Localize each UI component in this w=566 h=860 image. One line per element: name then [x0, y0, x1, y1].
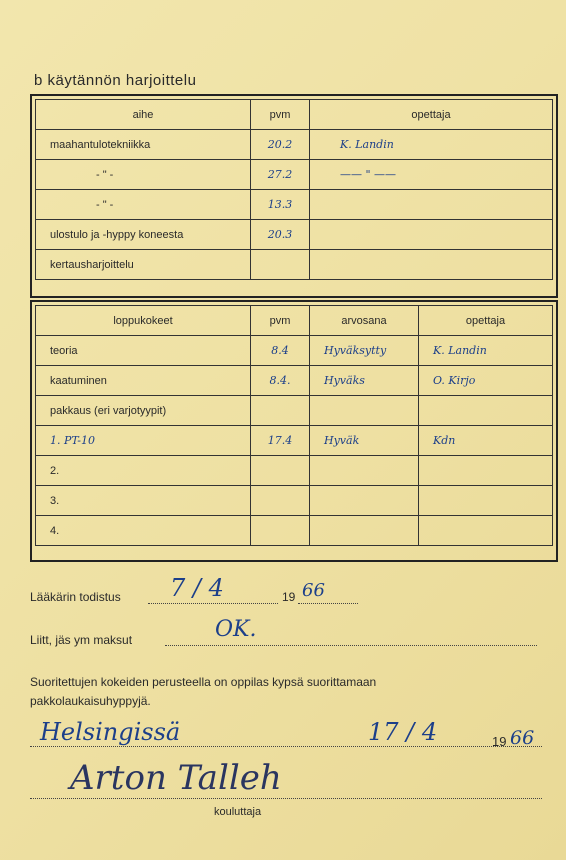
table-row	[36, 190, 553, 220]
cell-opettaja	[310, 250, 553, 280]
cell-pvm: 13.3	[251, 190, 310, 220]
cell-arvosana: Hyväk	[310, 426, 419, 456]
table-row	[36, 456, 553, 486]
table-row	[36, 516, 553, 546]
cell-pvm	[251, 396, 310, 426]
cell-item: 1. PT-10	[36, 426, 251, 456]
cell-pvm: 20.2	[251, 130, 310, 160]
cell-item: pakkaus (eri varjotyypit)	[36, 396, 251, 426]
col-header-aihe: aihe	[36, 100, 251, 130]
cell-pvm: 8.4.	[251, 366, 310, 396]
col-header-loppukokeet: loppukokeet	[36, 306, 251, 336]
cell-opettaja: Kdn	[419, 426, 553, 456]
cell-item: 4.	[36, 516, 251, 546]
table-row	[36, 250, 553, 280]
table2-frame	[30, 300, 558, 562]
fees-value: OK.	[215, 617, 257, 642]
cell-aihe: maahantulotekniikka	[36, 130, 251, 160]
medical-date: 7 / 4	[170, 574, 224, 602]
cell-opettaja	[419, 396, 553, 426]
cell-aihe: - " -	[36, 190, 251, 220]
cell-opettaja: K. Landin	[419, 336, 553, 366]
cell-opettaja: —— " ——	[310, 160, 553, 190]
cell-item: 3.	[36, 486, 251, 516]
table-row	[36, 220, 553, 250]
cell-pvm	[251, 250, 310, 280]
table-row	[36, 366, 553, 396]
table-row	[36, 130, 553, 160]
place-date-dots	[30, 746, 542, 747]
signature-dots	[30, 798, 542, 799]
cell-pvm: 27.2	[251, 160, 310, 190]
cell-arvosana	[310, 396, 419, 426]
table-row	[36, 396, 553, 426]
signing-date: 17 / 4	[368, 718, 438, 746]
cell-opettaja: K. Landin	[310, 130, 553, 160]
table-row	[36, 160, 553, 190]
cell-item: teoria	[36, 336, 251, 366]
fees-dots	[165, 645, 537, 646]
year-suffix: 66	[510, 727, 535, 749]
col-header-pvm: pvm	[251, 306, 310, 336]
cell-aihe: ulostulo ja -hyppy koneesta	[36, 220, 251, 250]
col-header-pvm: pvm	[251, 100, 310, 130]
final-exams-table	[35, 305, 553, 546]
cell-opettaja: O. Kirjo	[419, 366, 553, 396]
cell-opettaja	[310, 190, 553, 220]
table1-frame	[30, 94, 558, 298]
medical-year-dots	[298, 603, 358, 604]
trainer-label: kouluttaja	[214, 806, 262, 818]
cell-pvm: 8.4	[251, 336, 310, 366]
col-header-arvosana: arvosana	[310, 306, 419, 336]
section-title: b käytännön harjoittelu	[34, 72, 197, 89]
training-table	[35, 99, 553, 280]
table-row	[36, 486, 553, 516]
cell-pvm: 17.4	[251, 426, 310, 456]
col-header-opettaja: opettaja	[310, 100, 553, 130]
fees-label: Liitt, jäs ym maksut	[30, 633, 133, 647]
statement: Suoritettujen kokeiden perusteella on oppilas kypsä suorittamaan pakkolaukaisuhyppyjä.	[30, 675, 377, 708]
col-header-opettaja: opettaja	[419, 306, 553, 336]
cell-item: 2.	[36, 456, 251, 486]
cell-pvm: 20.3	[251, 220, 310, 250]
medical-dots	[148, 603, 278, 604]
medical-year-suffix: 66	[302, 580, 325, 601]
cell-aihe: kertausharjoittelu	[36, 250, 251, 280]
cell-item: kaatuminen	[36, 366, 251, 396]
table-row	[36, 336, 553, 366]
medical-label: Lääkärin todistus	[30, 590, 121, 604]
table-row	[36, 426, 553, 456]
place: Helsingissä	[40, 718, 181, 746]
cell-opettaja	[310, 220, 553, 250]
trainer-signature: Arton Talleh	[70, 758, 282, 798]
cell-aihe: - " -	[36, 160, 251, 190]
year-prefix: 19	[492, 734, 507, 749]
cell-arvosana: Hyväksytty	[310, 336, 419, 366]
cell-arvosana: Hyväks	[310, 366, 419, 396]
medical-year-prefix: 19	[282, 590, 296, 604]
